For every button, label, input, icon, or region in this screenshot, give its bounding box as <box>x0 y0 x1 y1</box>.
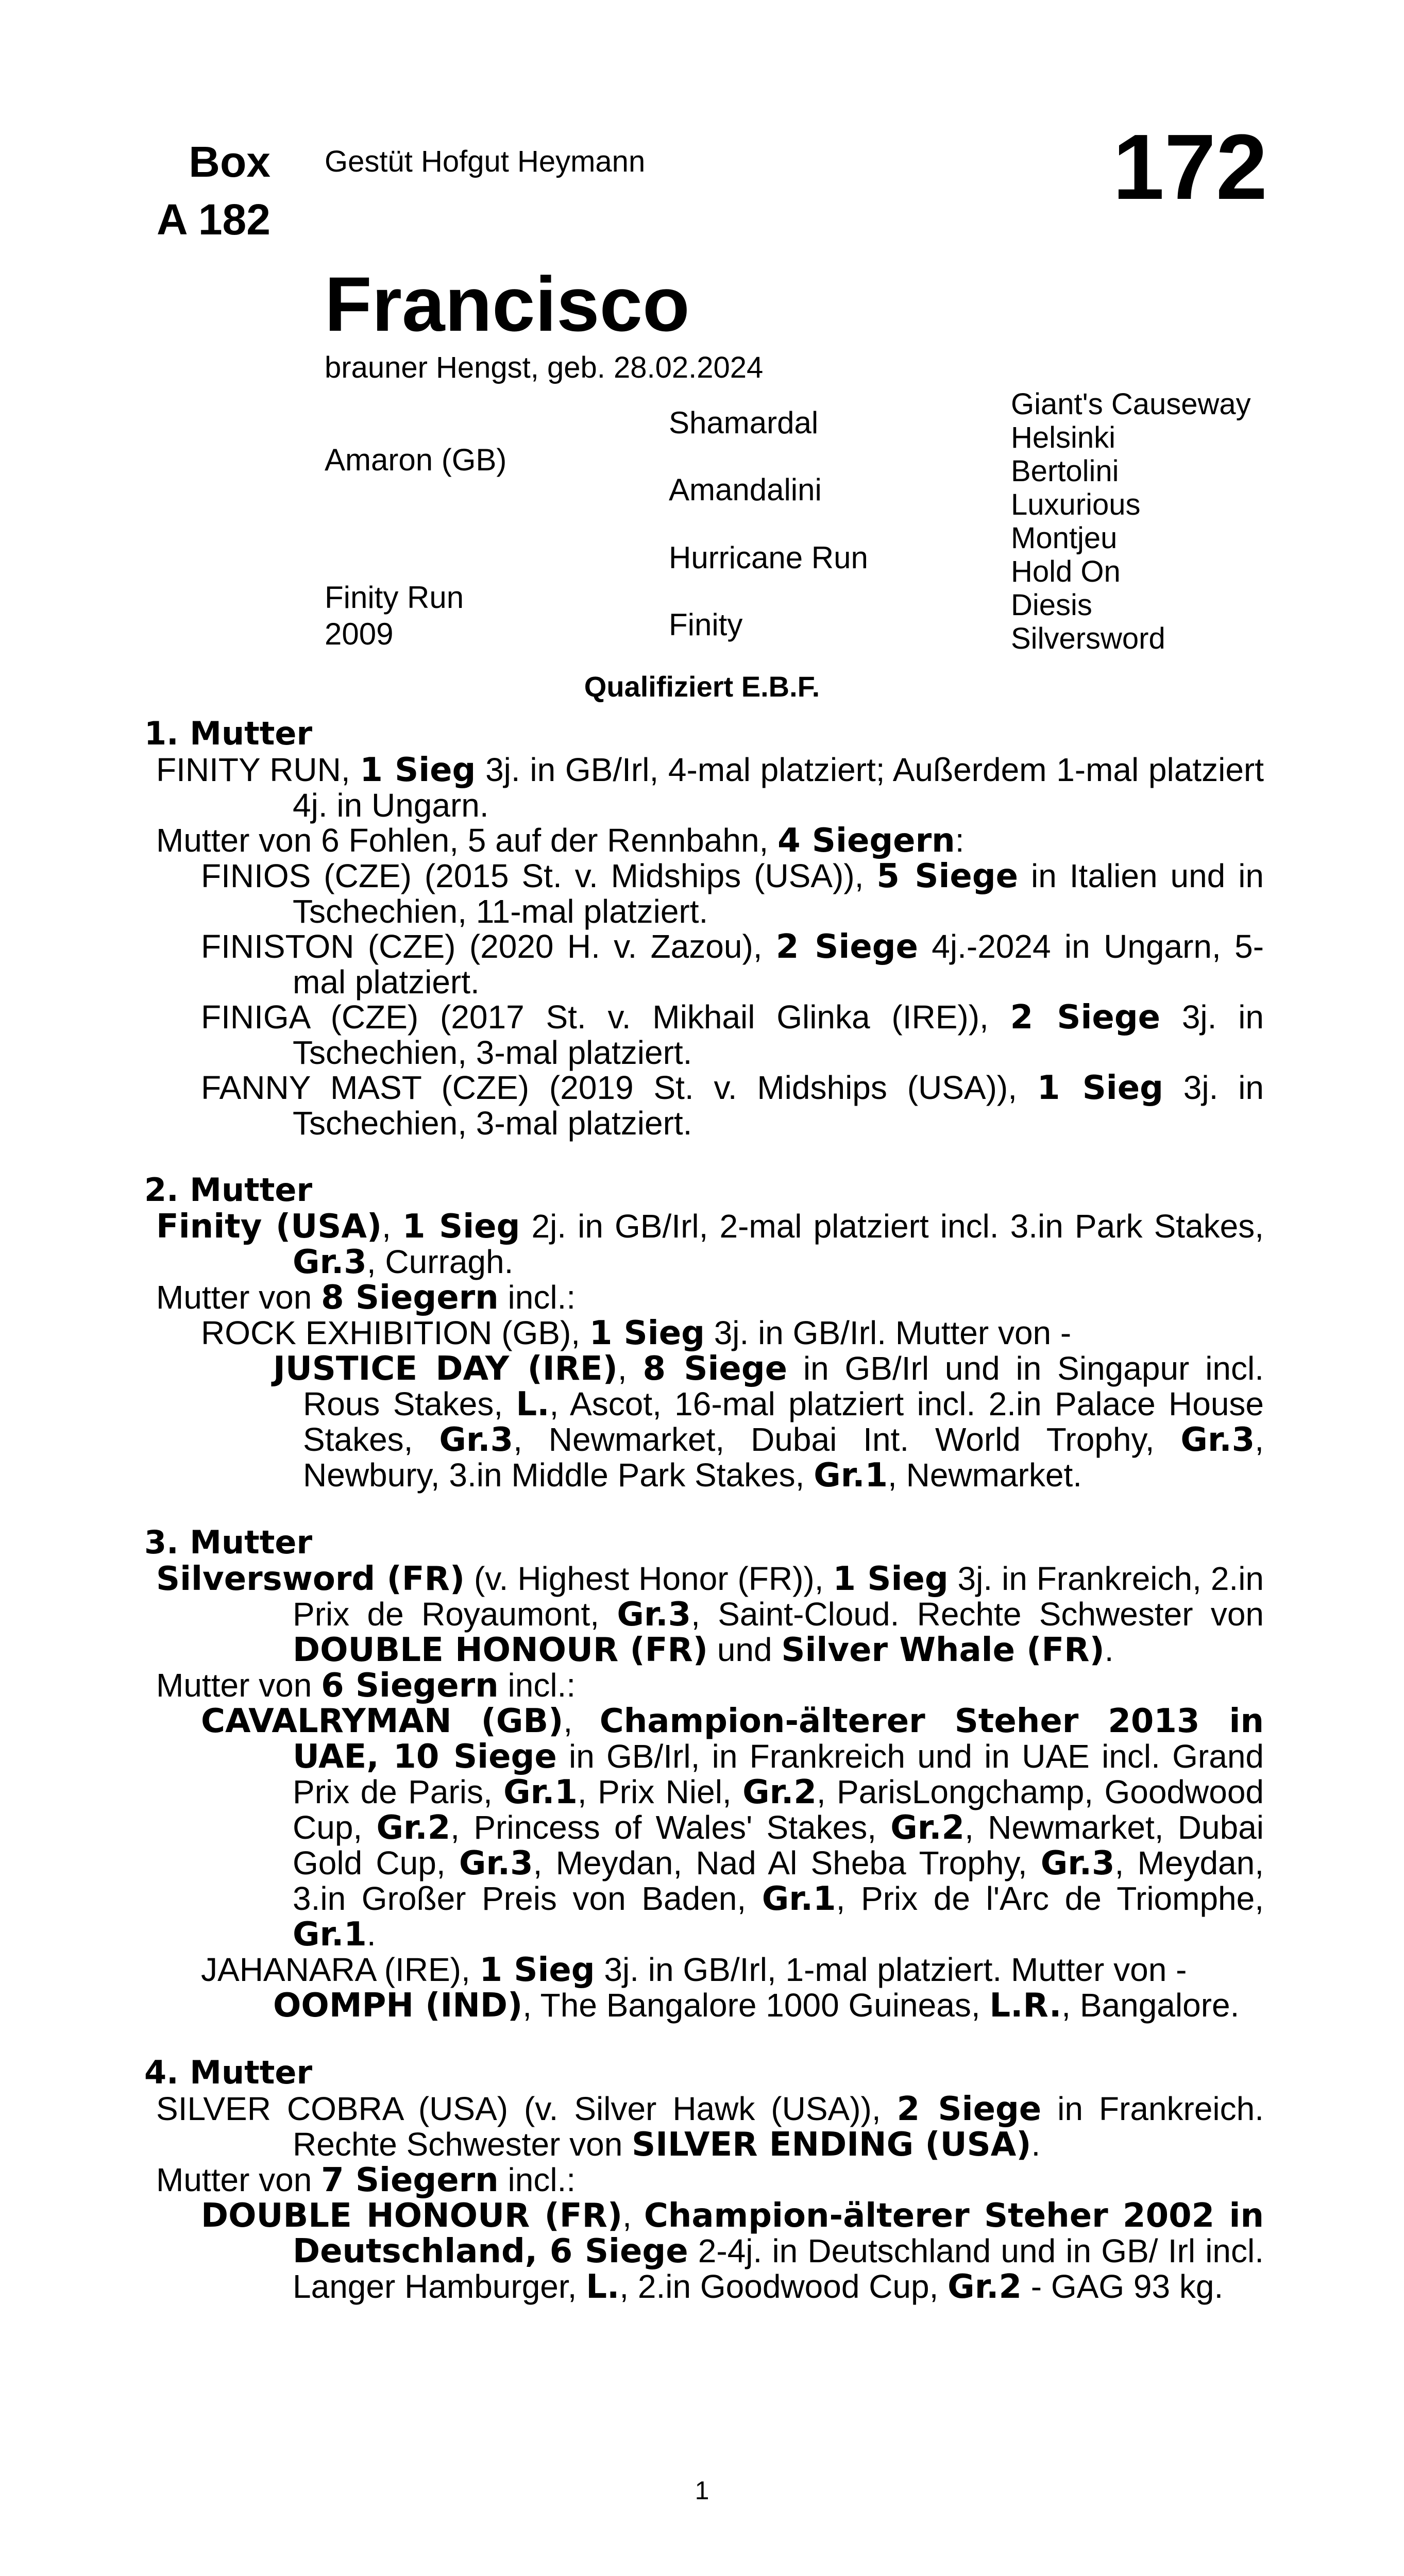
record-paragraph <box>144 752 1264 823</box>
horse-description: brauner Hengst, geb. 28.02.2024 <box>325 351 764 384</box>
record-paragraph <box>144 1209 1264 1280</box>
text: , <box>622 2197 644 2234</box>
text: in Italien und in Tschechien, 11-mal platziert. <box>293 857 1264 930</box>
text: 4j.-2024 in Ungarn, 5-mal platziert. <box>293 928 1264 1001</box>
record-paragraph <box>144 1952 1264 1988</box>
record-paragraph <box>144 858 1264 929</box>
text: , ParisLongchamp, Goodwood Cup, <box>293 1773 1264 1846</box>
bold-text: 6 Siegern <box>321 1667 499 1705</box>
text: FINISTON (CZE) (2020 H. v. Zazou), <box>201 928 776 965</box>
text: 2-4j. in Deutschland und in GB/ Irl incl. Langer Hamburger, <box>293 2232 1264 2305</box>
page-number: 1 <box>695 2476 709 2505</box>
record-paragraph <box>144 1070 1264 1141</box>
pedigree-sire: Amaron (GB) <box>325 443 507 477</box>
pedigree-gen3-entry: Helsinki <box>1011 421 1116 454</box>
text: - GAG 93 kg. <box>1021 2268 1224 2305</box>
text: 3j. in GB/Irl. Mutter von - <box>704 1314 1072 1351</box>
pedigree-dam-year: 2009 <box>325 617 394 651</box>
record-paragraph <box>144 999 1264 1070</box>
bold-text: Gr.2 <box>890 1809 965 1847</box>
record-paragraph <box>144 823 1264 858</box>
bold-text: JUSTICE DAY (IRE) <box>273 1350 618 1388</box>
bold-text: 2 Siege <box>1010 998 1161 1037</box>
text: in GB/Irl, in Frankreich und in UAE incl. Grand Prix de Paris, <box>293 1738 1264 1810</box>
horse-name: Francisco <box>325 261 690 347</box>
pedigree-dam-dam: Finity <box>669 607 743 642</box>
dam-section <box>144 715 1264 1141</box>
pedigree-sire-sire: Shamardal <box>669 405 819 440</box>
text: 3j. in GB/Irl, 4-mal platziert; Außerdem 1-mal platziert 4j. in Ungarn. <box>293 751 1264 824</box>
text: Mutter von <box>156 1279 322 1316</box>
text: Mutter von <box>156 1667 322 1704</box>
text: , Newbury, 3.in Middle Park Stakes, <box>303 1421 1264 1494</box>
text: ROCK EXHIBITION (GB), <box>201 1314 589 1351</box>
dam-section <box>144 2054 1264 2304</box>
text: 2j. in GB/Irl, 2-mal platziert incl. 3.in Park Stakes, <box>520 1208 1264 1245</box>
bold-text: L. <box>586 2268 620 2306</box>
text: , Princess of Wales' Stakes, <box>450 1809 891 1846</box>
text: (v. Highest Honor (FR)), <box>465 1560 833 1597</box>
section-heading: 4. Mutter <box>144 2054 313 2091</box>
bold-text: 1 Sieg <box>360 751 476 789</box>
record-paragraph <box>144 2198 1264 2304</box>
bold-text: Gr.1 <box>814 1456 888 1495</box>
pedigree-gen3-entry: Hold On <box>1011 555 1121 588</box>
pedigree-gen3-entry: Silversword <box>1011 622 1165 655</box>
text: FANNY MAST (CZE) (2019 St. v. Midships (USA)), <box>201 1069 1037 1106</box>
bold-text: Gr.1 <box>762 1880 836 1918</box>
bold-text: DOUBLE HONOUR (FR) <box>293 1631 708 1669</box>
text: 3j. in Tschechien, 3-mal platziert. <box>293 1069 1264 1142</box>
bold-text: Gr.2 <box>376 1809 451 1847</box>
text: FINITY RUN, <box>156 751 360 788</box>
box-label: Box <box>189 138 270 186</box>
text: , 2.in Goodwood Cup, <box>619 2268 948 2305</box>
bold-text: Gr.3 <box>1180 1421 1255 1459</box>
pedigree-gen3-entry: Giant's Causeway <box>1011 387 1251 421</box>
lot-number: 172 <box>1112 115 1267 219</box>
bold-text: 1 Sieg <box>402 1208 520 1246</box>
section-heading: 1. Mutter <box>144 715 313 752</box>
text: , Saint-Cloud. Rechte Schwester von <box>691 1596 1264 1633</box>
text: incl.: <box>498 1667 576 1704</box>
bold-text: Gr.3 <box>293 1243 367 1281</box>
pedigree-gen3-entry: Montjeu <box>1011 521 1118 555</box>
box-number: A 182 <box>156 195 270 244</box>
text: : <box>955 822 965 859</box>
bold-text: SILVER ENDING (USA) <box>632 2126 1031 2164</box>
text: , Ascot, 16-mal platziert incl. 2.in Palace House Stakes, <box>303 1385 1264 1458</box>
text: JAHANARA (IRE), <box>201 1951 480 1988</box>
record-paragraph <box>144 1668 1264 1703</box>
bold-text: 1 Sieg <box>833 1560 949 1598</box>
bold-text: Gr.3 <box>617 1596 691 1634</box>
section-heading: 3. Mutter <box>144 1523 313 1561</box>
text: Mutter von 6 Fohlen, 5 auf der Rennbahn, <box>156 822 778 859</box>
bold-text: Champion-älterer Steher 2013 in UAE, 10 Siege <box>293 1702 1264 1776</box>
text: , Newmarket. <box>888 1456 1082 1494</box>
bold-text: Gr.3 <box>1040 1844 1115 1883</box>
pedigree-third-generation <box>1011 387 1251 655</box>
text: incl.: <box>498 1279 576 1316</box>
text: in Frankreich. Rechte Schwester von <box>293 2090 1264 2163</box>
bold-text: Champion-älterer Steher 2002 in Deutschland, 6 Siege <box>293 2197 1264 2270</box>
text: in GB/Irl und in Singapur incl. Rous Stakes, <box>303 1350 1264 1422</box>
text: , The Bangalore 1000 Guineas, <box>522 1987 990 2024</box>
bold-text: 8 Siegern <box>321 1279 499 1317</box>
text: FINIOS (CZE) (2015 St. v. Midships (USA)), <box>201 857 877 894</box>
bold-text: DOUBLE HONOUR (FR) <box>201 2197 623 2235</box>
text: , Meydan, Nad Al Sheba Trophy, <box>533 1844 1041 1882</box>
bold-text: Gr.1 <box>293 1916 367 1954</box>
text: FINIGA (CZE) (2017 St. v. Mikhail Glinka (IRE)), <box>201 998 1010 1036</box>
bold-text: Gr.3 <box>439 1421 514 1459</box>
bold-text: Gr.1 <box>503 1773 578 1811</box>
text: 3j. in Frankreich, 2.in Prix de Royaumont, <box>293 1560 1264 1633</box>
text: , <box>382 1208 403 1245</box>
text: , <box>563 1702 600 1739</box>
text: , <box>617 1350 643 1387</box>
text: und <box>708 1631 782 1668</box>
text: , Newmarket, Dubai Int. World Trophy, <box>513 1421 1181 1458</box>
bold-text: 4 Siegern <box>777 822 955 860</box>
pedigree-gen3-entry: Luxurious <box>1011 488 1141 521</box>
record-paragraph <box>144 2091 1264 2162</box>
bold-text: 7 Siegern <box>321 2161 499 2199</box>
pedigree-gen3-entry: Diesis <box>1011 588 1092 622</box>
bold-text: 2 Siege <box>896 2090 1042 2128</box>
pedigree-sire-dam: Amandalini <box>669 472 822 507</box>
record-paragraph <box>144 1988 1264 2023</box>
text: 3j. in GB/Irl, 1-mal platziert. Mutter von - <box>595 1951 1187 1988</box>
pedigree-dam-sire: Hurricane Run <box>669 540 868 575</box>
text: , Curragh. <box>366 1243 514 1280</box>
bold-text: Silver Whale (FR) <box>781 1631 1105 1669</box>
text: SILVER COBRA (USA) (v. Silver Hawk (USA)), <box>156 2090 897 2127</box>
bold-text: Silversword (FR) <box>156 1560 465 1598</box>
bold-text: L. <box>516 1385 550 1423</box>
bold-text: 5 Siege <box>876 857 1019 895</box>
dam-section <box>144 1172 1264 1493</box>
text: . <box>366 1916 376 1953</box>
text: . <box>1031 2126 1041 2163</box>
text: incl.: <box>498 2161 576 2198</box>
text: , Bangalore. <box>1061 1987 1240 2024</box>
stud-name: Gestüt Hofgut Heymann <box>325 145 646 178</box>
bold-text: OOMPH (IND) <box>273 1987 523 2025</box>
bold-text: CAVALRYMAN (GB) <box>201 1702 564 1740</box>
qualification-note: Qualifiziert E.B.F. <box>584 670 820 703</box>
record-paragraph <box>144 1351 1264 1493</box>
text: . <box>1104 1631 1114 1668</box>
bold-text: Finity (USA) <box>156 1208 382 1246</box>
text: Mutter von <box>156 2161 322 2198</box>
bold-text: L.R. <box>989 1987 1062 2025</box>
record-paragraph <box>144 1280 1264 1315</box>
text: , Prix de l'Arc de Triomphe, <box>836 1880 1264 1917</box>
dam-line-content <box>144 715 1264 2335</box>
text: , Newmarket, Dubai Gold Cup, <box>293 1809 1264 1882</box>
text: 3j. in Tschechien, 3-mal platziert. <box>293 998 1264 1071</box>
section-heading: 2. Mutter <box>144 1171 313 1209</box>
bold-text: 2 Siege <box>775 928 918 966</box>
bold-text: 1 Sieg <box>1037 1069 1163 1107</box>
dam-section <box>144 1524 1264 2023</box>
record-paragraph <box>144 1703 1264 1952</box>
bold-text: 1 Sieg <box>589 1314 705 1352</box>
box-location <box>157 133 270 248</box>
record-paragraph <box>144 929 1264 999</box>
record-paragraph <box>144 1561 1264 1668</box>
pedigree-dam: Finity Run <box>325 580 464 615</box>
text: , Meydan, 3.in Großer Preis von Baden, <box>293 1844 1264 1917</box>
record-paragraph <box>144 2162 1264 2198</box>
bold-text: Gr.3 <box>459 1844 533 1883</box>
bold-text: Gr.2 <box>742 1773 817 1811</box>
bold-text: 1 Sieg <box>479 1951 595 1989</box>
bold-text: 8 Siege <box>642 1350 788 1388</box>
record-paragraph <box>144 1315 1264 1351</box>
pedigree-gen3-entry: Bertolini <box>1011 454 1119 488</box>
bold-text: Gr.2 <box>948 2268 1022 2306</box>
text: , Prix Niel, <box>577 1773 743 1810</box>
